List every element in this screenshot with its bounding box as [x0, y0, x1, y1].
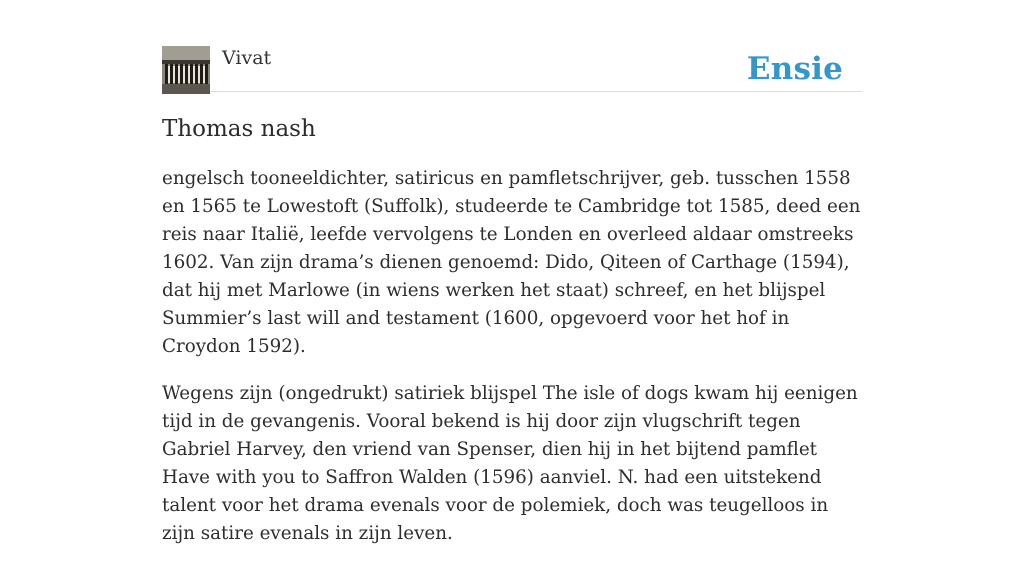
paragraph: Wegens zijn (ongedrukt) satiriek blijspel The isle of dogs kwam hij eenigen tijd in de gevangenis. Vooral bekend is hij door zijn vlugschrift tegen Gabriel Harvey, den vriend van Spenser, dien hij in het bijtend pamflet Have with you to Saffron Walden (1596) aanviel. N. had een uitstekend talent voor het drama evenals voor de polemiek, doch was teugelloos in zijn satire evenals in zijn leven.	[162, 383, 858, 544]
avatar-bookshelf-image	[162, 46, 210, 94]
author-name[interactable]: Vivat	[222, 47, 272, 69]
article-container	[162, 46, 862, 567]
paragraph: engelsch tooneeldichter, satiricus en pamfletschrijver, geb. tusschen 1558 en 1565 te Lowestoft (Suffolk), studeerde te Cambridge tot 1585, deed een reis naar Italië, leefde vervolgens te Londen en overleed aldaar omstreeks 1602. Van zijn drama’s dienen genoemd: Dido, Qiteen of Carthage (1594), dat hij met Marlowe (in wiens werken het staat) schreef, en het blijspel Summier’s last will and testament (1600, opgevoerd voor het hof in Croydon 1592).	[162, 168, 861, 357]
header	[162, 46, 862, 92]
avatar[interactable]	[162, 46, 210, 94]
article-body	[162, 165, 862, 548]
brand-logo[interactable]: Ensie	[746, 51, 843, 87]
page-title: Thomas nash	[162, 116, 316, 142]
